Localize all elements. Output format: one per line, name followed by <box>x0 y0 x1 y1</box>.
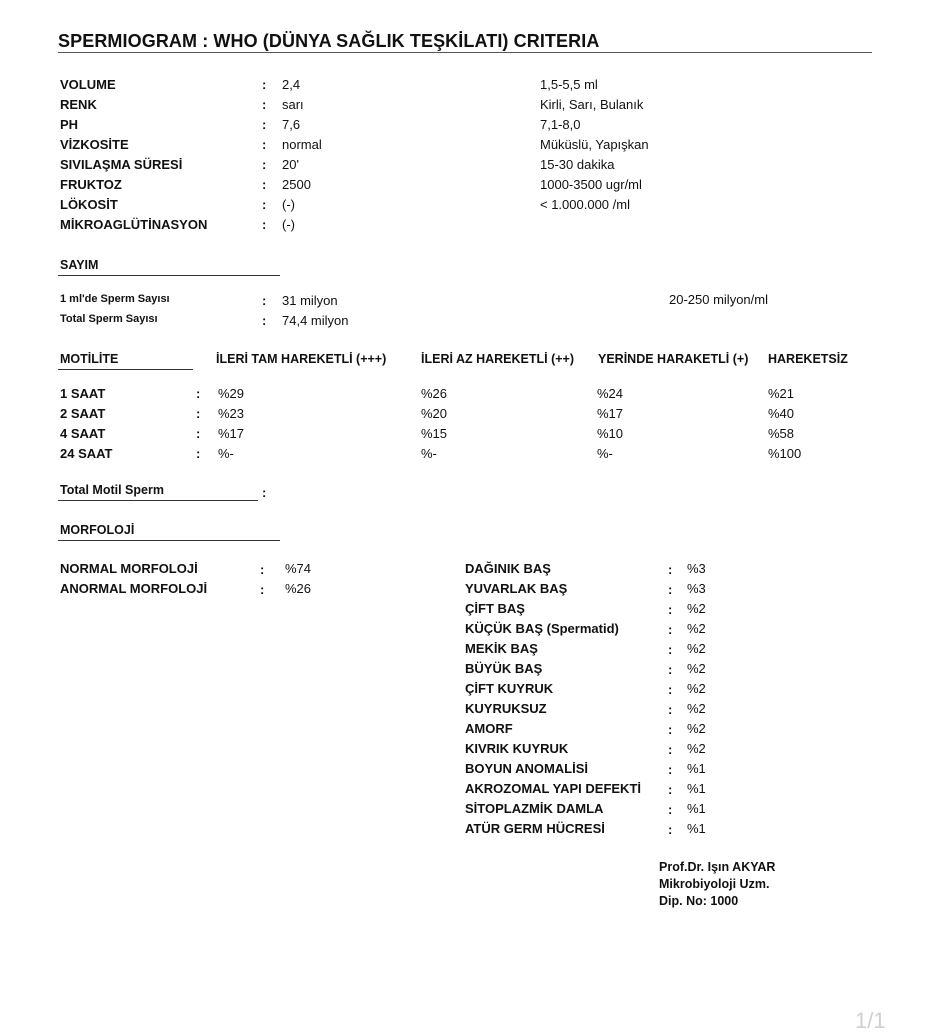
morph-detail-colon: : <box>668 562 673 577</box>
total-motil-colon: : <box>262 485 267 500</box>
morph-detail-colon: : <box>668 822 673 837</box>
motilite-row-label: 4 SAAT <box>60 426 106 441</box>
morph-detail-value: %1 <box>687 801 706 816</box>
total-motil-underline <box>58 500 258 501</box>
anormal-morfoloji-label: ANORMAL MORFOLOJİ <box>60 581 208 596</box>
param-value-volume: 2,4 <box>282 77 301 92</box>
motilite-heading: MOTİLİTE <box>60 352 119 366</box>
morfoloji-heading: MORFOLOJİ <box>60 523 135 537</box>
signature-block <box>659 859 775 910</box>
sayim-underline <box>58 275 280 276</box>
motilite-cell: %21 <box>768 386 795 401</box>
total-motil-label: Total Motil Sperm <box>60 483 164 497</box>
param-value-mikroaglutinasyon: (-) <box>282 217 295 232</box>
param-colon: : <box>262 97 267 112</box>
morfoloji-underline <box>58 540 280 541</box>
morph-detail-value: %2 <box>687 701 706 716</box>
sperm-per-ml-ref: 20-250 milyon/ml <box>669 292 768 307</box>
page-title: SPERMIOGRAM : WHO (DÜNYA SAĞLIK TEŞKİLATI) CRITERIA <box>58 31 600 51</box>
param-ref-ph: 7,1-8,0 <box>540 117 581 132</box>
morph-detail-value: %2 <box>687 661 706 676</box>
motilite-cell: %24 <box>597 386 624 401</box>
sayim-colon: : <box>262 293 267 308</box>
param-value-sivilasma: 20' <box>282 157 299 172</box>
motilite-col-ileri-az: İLERİ AZ HAREKETLİ (++) <box>421 352 575 366</box>
normal-morfoloji-value: %74 <box>285 561 312 576</box>
morph-detail-value: %2 <box>687 621 706 636</box>
sayim-heading: SAYIM <box>60 258 99 272</box>
motilite-cell: %29 <box>218 386 245 401</box>
param-ref-vizkosite: Müküslü, Yapışkan <box>540 137 649 152</box>
motilite-cell: %100 <box>768 446 802 461</box>
morph-detail-colon: : <box>668 782 673 797</box>
motilite-cell: %58 <box>768 426 795 441</box>
morph-detail-colon: : <box>668 662 673 677</box>
morfoloji-colon: : <box>260 562 265 577</box>
motilite-cell: %20 <box>421 406 448 421</box>
sperm-per-ml-value: 31 milyon <box>282 293 338 308</box>
motilite-cell: %23 <box>218 406 245 421</box>
param-ref-fruktoz: 1000-3500 ugr/ml <box>540 177 642 192</box>
morph-detail-label: KUYRUKSUZ <box>465 701 547 716</box>
morph-detail-label: AKROZOMAL YAPI DEFEKTİ <box>465 781 642 796</box>
param-colon: : <box>262 157 267 172</box>
sperm-per-ml-label: 1 ml'de Sperm Sayısı <box>60 293 170 305</box>
morph-detail-colon: : <box>668 602 673 617</box>
motilite-cell: %17 <box>597 406 624 421</box>
morph-detail-colon: : <box>668 702 673 717</box>
morph-detail-colon: : <box>668 642 673 657</box>
morph-detail-value: %3 <box>687 561 706 576</box>
param-ref-volume: 1,5-5,5 ml <box>540 77 598 92</box>
motilite-cell: %- <box>218 446 234 461</box>
morph-detail-label: ÇİFT BAŞ <box>465 601 525 616</box>
motilite-row-label: 1 SAAT <box>60 386 106 401</box>
motilite-cell: %- <box>597 446 613 461</box>
signature-name: Prof.Dr. Işın AKYAR <box>659 860 776 874</box>
morph-detail-label: ATÜR GERM HÜCRESİ <box>465 821 605 836</box>
motilite-col-ileri-tam: İLERİ TAM HAREKETLİ (+++) <box>216 352 387 366</box>
motilite-colon: : <box>196 386 201 401</box>
title-divider <box>58 52 872 53</box>
morph-detail-value: %2 <box>687 681 706 696</box>
param-label-renk: RENK <box>60 97 97 112</box>
morph-detail-label: KIVRIK KUYRUK <box>465 741 569 756</box>
param-label-vizkosite: VİZKOSİTE <box>60 137 129 152</box>
signature-dip: Dip. No: 1000 <box>659 894 739 908</box>
motilite-cell: %26 <box>421 386 448 401</box>
morph-detail-value: %2 <box>687 741 706 756</box>
morph-detail-label: ÇİFT KUYRUK <box>465 681 554 696</box>
morph-detail-colon: : <box>668 622 673 637</box>
param-ref-lokosit: < 1.000.000 /ml <box>540 197 630 212</box>
morph-detail-label: AMORF <box>465 721 513 736</box>
morph-detail-label: SİTOPLAZMİK DAMLA <box>465 801 604 816</box>
param-colon: : <box>262 177 267 192</box>
param-label-mikroaglutinasyon: MİKROAGLÜTİNASYON <box>60 217 208 232</box>
signature-title: Mikrobiyoloji Uzm. <box>659 877 770 891</box>
param-colon: : <box>262 117 267 132</box>
morph-detail-label: BÜYÜK BAŞ <box>465 661 543 676</box>
morph-detail-value: %2 <box>687 601 706 616</box>
morph-detail-colon: : <box>668 742 673 757</box>
param-label-volume: VOLUME <box>60 77 116 92</box>
motilite-cell: %- <box>421 446 437 461</box>
morph-detail-label: YUVARLAK BAŞ <box>465 581 568 596</box>
morph-detail-value: %1 <box>687 761 706 776</box>
motilite-row-label: 2 SAAT <box>60 406 106 421</box>
motilite-cell: %17 <box>218 426 245 441</box>
param-value-renk: sarı <box>282 97 304 112</box>
anormal-morfoloji-value: %26 <box>285 581 312 596</box>
morph-detail-colon: : <box>668 762 673 777</box>
param-ref-sivilasma: 15-30 dakika <box>540 157 615 172</box>
motilite-row-label: 24 SAAT <box>60 446 113 461</box>
morph-detail-value: %2 <box>687 721 706 736</box>
param-label-sivilasma: SIVILAŞMA SÜRESİ <box>60 157 183 172</box>
param-label-ph: PH <box>60 117 79 132</box>
normal-morfoloji-label: NORMAL MORFOLOJİ <box>60 561 198 576</box>
param-value-ph: 7,6 <box>282 117 301 132</box>
morph-detail-label: DAĞINIK BAŞ <box>465 561 551 576</box>
total-sperm-label: Total Sperm Sayısı <box>60 313 158 325</box>
motilite-colon: : <box>196 406 201 421</box>
morph-detail-colon: : <box>668 722 673 737</box>
sayim-colon: : <box>262 313 267 328</box>
param-value-vizkosite: normal <box>282 137 322 152</box>
motilite-colon: : <box>196 446 201 461</box>
motilite-underline <box>58 369 193 370</box>
motilite-cell: %10 <box>597 426 624 441</box>
motilite-col-yerinde: YERİNDE HARAKETLİ (+) <box>598 352 749 366</box>
motilite-col-hareketsiz: HAREKETSİZ <box>768 352 848 366</box>
param-value-fruktoz: 2500 <box>282 177 311 192</box>
param-colon: : <box>262 77 267 92</box>
total-sperm-value: 74,4 milyon <box>282 313 349 328</box>
morph-detail-colon: : <box>668 582 673 597</box>
morph-detail-colon: : <box>668 802 673 817</box>
morph-detail-label: MEKİK BAŞ <box>465 641 538 656</box>
param-ref-renk: Kirli, Sarı, Bulanık <box>540 97 644 112</box>
motilite-colon: : <box>196 426 201 441</box>
param-colon: : <box>262 217 267 232</box>
page-indicator: 1/1 <box>855 1008 886 1033</box>
param-colon: : <box>262 137 267 152</box>
param-label-lokosit: LÖKOSİT <box>60 197 118 212</box>
param-value-lokosit: (-) <box>282 197 295 212</box>
morph-detail-label: BOYUN ANOMALİSİ <box>465 761 589 776</box>
motilite-cell: %40 <box>768 406 795 421</box>
param-label-fruktoz: FRUKTOZ <box>60 177 122 192</box>
morph-detail-label: KÜÇÜK BAŞ (Spermatid) <box>465 621 619 636</box>
morph-detail-value: %3 <box>687 581 706 596</box>
morfoloji-colon: : <box>260 582 265 597</box>
motilite-cell: %15 <box>421 426 448 441</box>
morph-detail-value: %2 <box>687 641 706 656</box>
morph-detail-value: %1 <box>687 821 706 836</box>
morph-detail-value: %1 <box>687 781 706 796</box>
morph-detail-colon: : <box>668 682 673 697</box>
param-colon: : <box>262 197 267 212</box>
